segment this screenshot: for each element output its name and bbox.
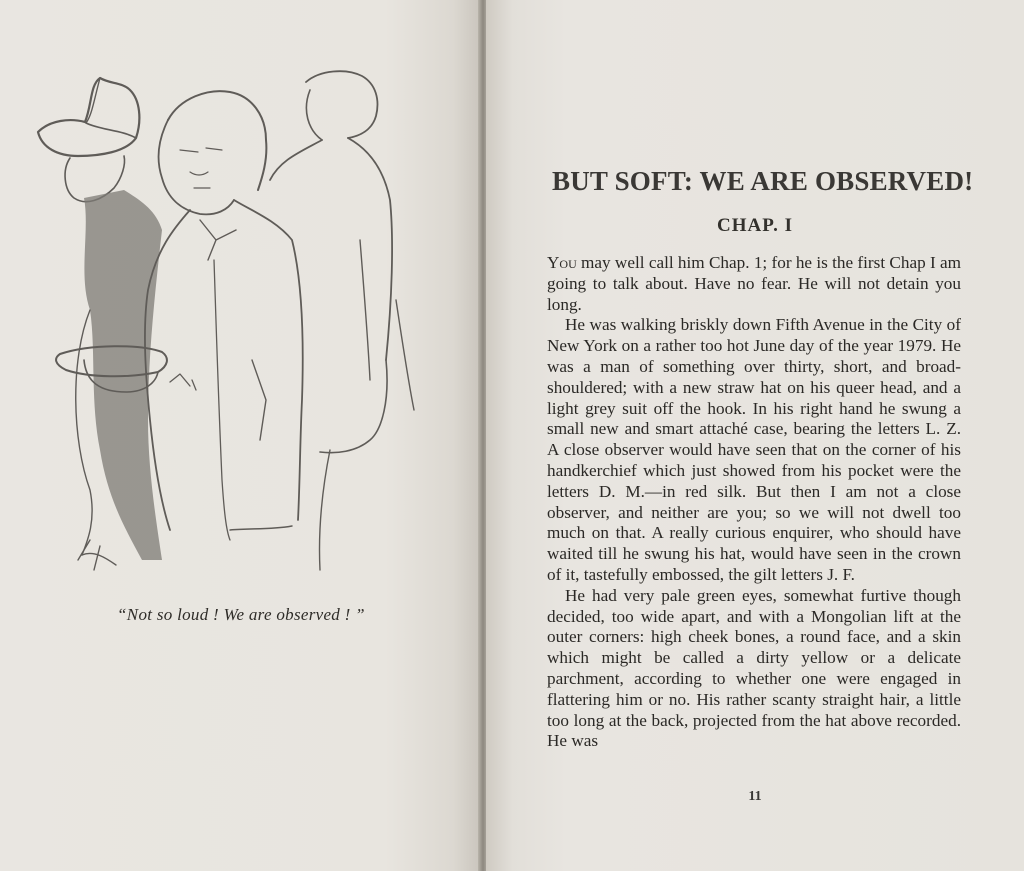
paragraph-lead-word: You — [547, 253, 577, 272]
left-man-figure — [38, 78, 162, 570]
right-man-figure — [270, 71, 414, 570]
illustration-caption: “Not so loud ! We are observed ! ” — [117, 605, 365, 624]
paragraph-3: He had very pale green eyes, somewhat furtive though decided, too wide apart, and with a Mongolian lift at the outer corners: high cheek bones, a round face, and a skin which might be called a dirty yellow or a delicate parchment, according to whether one were engaged in flattering him or no. His rather scanty straight hair, a little too long at the back, projected from the hat above recorded. He was — [547, 585, 961, 751]
page-number: 11 — [748, 789, 762, 804]
book-title: BUT SOFT: WE ARE OBSERVED! — [552, 166, 974, 196]
paragraph-text: may well call him Chap. 1; for he is the first Chap I am going to talk about. Have no fear. He will not detain you long. — [547, 253, 961, 314]
sketch-illustration — [30, 60, 430, 595]
chapter-body — [547, 253, 961, 752]
paragraph-2: He was walking briskly down Fifth Avenue in the City of New York on a rather too hot June day of the year 1979. He was a man of something over thirty, short, and broad-shouldered; with a new straw hat on his queer head, and a light grey suit off the hook. In his right hand he swung a small new and smart attaché case, bearing the letters L. Z. A close observer would have seen that on the corner of his handkerchief which just showed from his pocket were the letters D. M.—in red silk. But then I am not a close observer, and neither are you; so we will not dwell too much on that. A really curious enquirer, who should have waited till he swung his hat, would have seen in the crown of it, tastefully embossed, the gilt letters J. F. — [547, 315, 961, 584]
chapter-heading: CHAP. I — [717, 215, 793, 236]
left-page — [0, 0, 482, 871]
paragraph-1 — [547, 253, 961, 315]
